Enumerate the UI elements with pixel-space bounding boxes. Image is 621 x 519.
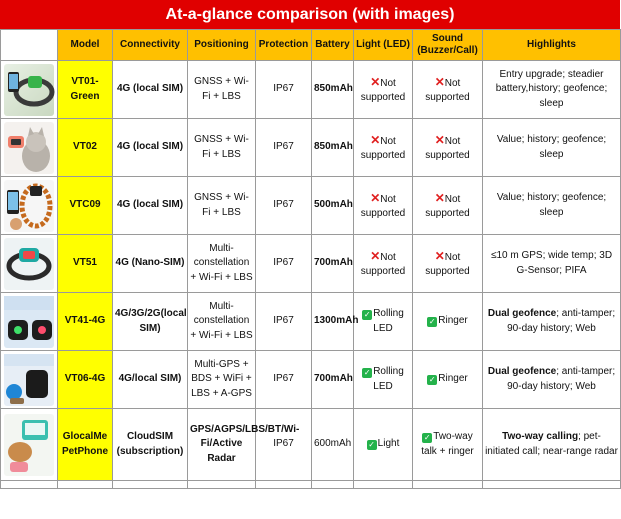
connectivity-cell: 4G/local SIM) [113,351,188,409]
sound-value: Not supported [425,193,470,219]
gps-locator-image-icon [4,354,54,406]
table-row [1,235,621,293]
led-tracker-image-icon [4,296,54,348]
sound-value: Not supported [425,135,470,161]
highlights-text: ; pet-initiated call; near-range radar [485,431,618,457]
cross-mark-icon: ✕ [434,132,445,147]
protection-cell: IP67 [256,61,312,119]
sound-cell [413,61,483,119]
sound-value: Two-way talk + ringer [421,431,474,457]
product-image-cell [1,235,58,293]
check-mark-icon: ✓ [363,310,371,319]
header-row [1,30,621,61]
light-cell [354,351,413,409]
product-image [4,180,54,232]
highlights-bold: Two-way calling [502,431,579,442]
light-value: Not supported [360,77,406,103]
model-cell: VT51 [58,235,113,293]
light-value: Light [377,438,400,450]
cross-mark-icon: ✕ [434,74,445,89]
protection-cell: IP67 [256,119,312,177]
battery-cell: 850mAh [312,119,354,177]
check-mark-icon: ✓ [363,368,371,377]
model-cell: VT41-4G [58,293,113,351]
header-connectivity: Connectivity [113,30,188,61]
protection-cell: IP67 [256,177,312,235]
product-image [4,354,54,406]
battery-cell: 500mAh [312,177,354,235]
empty-cell [188,481,256,489]
highlights-text: ; anti-tamper; 90-day history; Web [507,366,616,392]
table-row [1,119,621,177]
comparison-table [0,29,621,489]
sound-value: Not supported [425,77,470,103]
header-light: Light (LED) [354,30,413,61]
empty-cell [113,481,188,489]
table-row-partial [1,481,621,489]
product-image-cell [1,177,58,235]
product-image [4,296,54,348]
battery-cell: 600mAh [312,409,354,481]
product-image-cell [1,119,58,177]
sound-value: Ringer [438,315,468,327]
light-value: Rolling LED [373,366,404,392]
product-image [4,122,54,174]
cross-mark-icon: ✕ [434,248,445,263]
empty-cell [58,481,113,489]
header-protection: Protection [256,30,312,61]
check-mark-icon: ✓ [428,375,436,385]
product-image-cell [1,351,58,409]
battery-cell: 700mAh [312,351,354,409]
empty-cell [413,481,483,489]
table-row [1,293,621,351]
positioning-cell: Multi-GPS + BDS + WiFi + LBS + A-GPS [188,351,256,409]
positioning-cell: GNSS + Wi-Fi + LBS [188,61,256,119]
connectivity-cell: 4G (Nano-SIM) [113,235,188,293]
highlights-text: Entry upgrade; steadier battery,history; geofence; sleep [495,68,608,109]
sound-cell [413,235,483,293]
positioning-cell: Multi-constellation + Wi-Fi + LBS [188,235,256,293]
protection-cell: IP67 [256,293,312,351]
highlights-cell [483,235,621,293]
model-cell: VT01-Green [58,61,113,119]
collar-image-icon [4,64,54,116]
protection-cell: IP67 [256,235,312,293]
sound-cell [413,351,483,409]
battery-cell: 850mAh [312,61,354,119]
product-image-cell [1,409,58,481]
header-highlights: Highlights [483,30,621,61]
cat-tracker-image-icon [4,122,54,174]
table-row [1,351,621,409]
cross-mark-icon: ✕ [370,248,381,263]
connectivity-cell: CloudSIM (subscription) [113,409,188,481]
empty-cell [312,481,354,489]
light-cell [354,235,413,293]
highlights-text: ; anti-tamper; 90-day history; Web [507,308,616,334]
protection-cell: IP67 [256,351,312,409]
positioning-cell: GPS/AGPS/LBS/BT/Wi-Fi/Active Radar [188,409,256,481]
product-image [4,414,54,476]
check-mark-icon: ✓ [423,433,431,442]
header-positioning: Positioning [188,30,256,61]
highlights-cell [483,409,621,481]
collar-image-icon [4,180,54,232]
light-cell [354,293,413,351]
highlights-cell [483,177,621,235]
highlights-text: Value; history; geofence; sleep [496,192,607,218]
light-value: Not supported [360,193,406,219]
cross-mark-icon: ✕ [370,74,381,89]
model-cell: GlocalMe PetPhone [58,409,113,481]
sound-cell [413,293,483,351]
connectivity-cell: 4G/3G/2G(local SIM) [113,293,188,351]
petphone-image-icon [4,414,54,476]
product-image-cell [1,61,58,119]
battery-cell: 700mAh [312,235,354,293]
battery-cell: 1300mAh [312,293,354,351]
connectivity-cell: 4G (local SIM) [113,177,188,235]
highlights-text: Value; history; geofence; sleep [496,134,607,160]
highlights-bold: Dual geofence [487,308,557,319]
highlights-cell [483,61,621,119]
header-model: Model [58,30,113,61]
check-mark-icon: ✓ [428,317,436,327]
header-sound: Sound (Buzzer/Call) [413,30,483,61]
light-cell [354,409,413,481]
highlights-cell [483,293,621,351]
sound-cell [413,119,483,177]
check-mark-icon: ✓ [368,440,375,450]
light-cell [354,119,413,177]
cross-mark-icon: ✕ [370,132,381,147]
model-cell: VT06-4G [58,351,113,409]
table-row [1,177,621,235]
positioning-cell: GNSS + Wi-Fi + LBS [188,177,256,235]
positioning-cell: GNSS + Wi-Fi + LBS [188,119,256,177]
empty-cell [256,481,312,489]
sound-cell [413,177,483,235]
sound-cell [413,409,483,481]
empty-cell [354,481,413,489]
empty-cell [1,481,58,489]
highlights-bold: Dual geofence [487,366,557,377]
product-image [4,64,54,116]
light-cell [354,177,413,235]
positioning-cell: Multi-constellation + Wi-Fi + LBS [188,293,256,351]
protection-cell: IP67 [256,409,312,481]
header-image [1,30,58,61]
empty-cell [483,481,621,489]
light-value: Not supported [360,251,406,277]
sound-value: Ringer [438,373,468,385]
cross-mark-icon: ✕ [434,190,445,205]
connectivity-cell: 4G (local SIM) [113,119,188,177]
highlights-cell [483,351,621,409]
model-cell: VTC09 [58,177,113,235]
model-cell: VT02 [58,119,113,177]
page-title: At-a-glance comparison (with images) [0,0,620,29]
highlights-cell [483,119,621,177]
light-value: Rolling LED [373,308,404,334]
product-image [4,238,54,290]
light-cell [354,61,413,119]
collar-image-icon [4,238,54,290]
light-value: Not supported [360,135,406,161]
cross-mark-icon: ✕ [370,190,381,205]
table-row [1,409,621,481]
table-row [1,61,621,119]
highlights-text: ≤10 m GPS; wide temp; 3D G-Sensor; PIFA [490,250,613,276]
sound-value: Not supported [425,251,470,277]
product-image-cell [1,293,58,351]
connectivity-cell: 4G (local SIM) [113,61,188,119]
header-battery: Battery [312,30,354,61]
